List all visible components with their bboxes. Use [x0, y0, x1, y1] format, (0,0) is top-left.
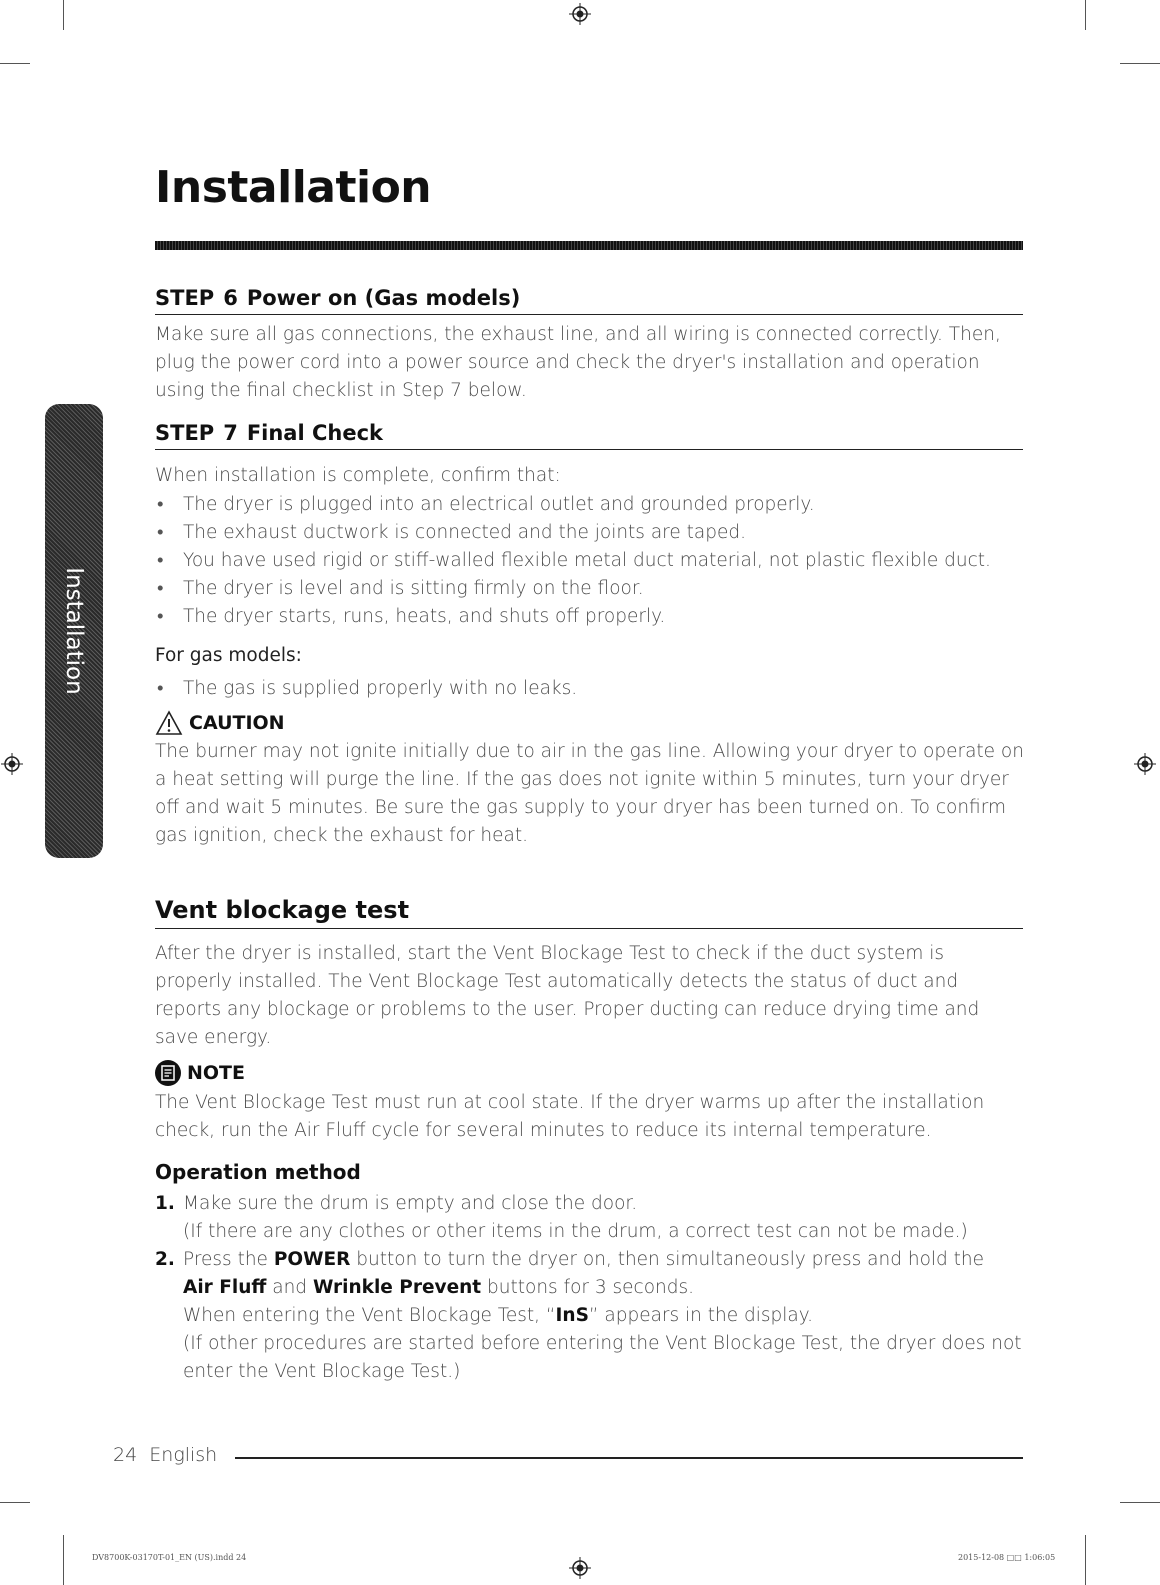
ins-keyword: InS [555, 1305, 589, 1326]
note-label: NOTE [187, 1062, 245, 1084]
step7-checklist [155, 491, 1025, 631]
operation-steps [155, 1190, 1025, 1386]
step7-heading [155, 421, 1023, 450]
gas-models-heading: For gas models: [155, 645, 302, 666]
page-number: 24 [113, 1444, 138, 1466]
step-label: STEP [155, 286, 215, 310]
crop-mark [1085, 0, 1086, 30]
crop-mark [63, 1535, 64, 1585]
step-number: 7 [223, 421, 238, 445]
note-callout [155, 1060, 245, 1086]
step6-heading [155, 286, 1023, 315]
step-text: Make sure the drum is empty and close the door. [183, 1193, 638, 1214]
wrinkle-prevent-keyword: Wrinkle Prevent [312, 1277, 482, 1298]
side-tab [45, 404, 103, 858]
step-number: 6 [223, 286, 238, 310]
caution-callout [155, 710, 285, 736]
operation-method-heading: Operation method [155, 1160, 361, 1184]
vent-heading: Vent blockage test [155, 896, 1023, 929]
note-body: The Vent Blockage Test must run at cool state. If the dryer warms up after the installation check, run the Air Fluff cycle for several minutes to reduce its internal temperature. [155, 1092, 985, 1141]
crop-mark [0, 1502, 30, 1503]
footer-rule [235, 1457, 1023, 1459]
step-text: Air Fluff and Wrinkle Prevent buttons for 3 seconds. [183, 1277, 695, 1298]
page-title: Installation [155, 162, 432, 213]
registration-mark-icon [1134, 753, 1156, 775]
footer-language: English [149, 1444, 218, 1466]
list-item: • The dryer is level and is sitting firmly on the floor. [155, 575, 1025, 603]
print-slug-right: 2015-12-08 □□ 1:06:05 [958, 1553, 1056, 1562]
list-item: • The exhaust ductwork is connected and the joints are taped. [155, 519, 1025, 547]
crop-mark [1120, 63, 1160, 64]
step-text: (If other procedures are started before entering the Vent Blockage Test, the dryer does not enter the Vent Blockage Test.) [183, 1333, 1022, 1382]
side-tab-label: Installation [61, 567, 87, 695]
air-fluff-keyword: Air Fluff [183, 1277, 267, 1298]
note-icon [155, 1060, 181, 1086]
list-item: • The gas is supplied properly with no leaks. [155, 675, 1025, 703]
crop-mark [1120, 1502, 1160, 1503]
step-text: When entering the Vent Blockage Test, “InS” appears in the display. [183, 1305, 813, 1326]
list-item: • You have used rigid or stiff-walled flexible metal duct material, not plastic flexible duct. [155, 547, 1025, 575]
step-text: Press the POWER button to turn the dryer on, then simultaneously press and hold the [183, 1249, 985, 1270]
power-keyword: POWER [273, 1249, 351, 1270]
crop-mark [0, 63, 30, 64]
crop-mark [63, 0, 64, 30]
page-footer [113, 1444, 217, 1466]
step-label: STEP [155, 421, 215, 445]
gas-checklist [155, 675, 1025, 703]
caution-label: CAUTION [189, 712, 285, 734]
step-text: (If there are any clothes or other items in the drum, a correct test can not be made.) [183, 1221, 968, 1242]
warning-triangle-icon [155, 710, 183, 736]
title-rule [155, 241, 1023, 250]
registration-mark-icon [569, 3, 591, 25]
vent-body: After the dryer is installed, start the Vent Blockage Test to check if the duct system is properly installed. The Vent Blockage Test automatically detects the status of duct and reports any blockage or problems to the user. Proper ducting can reduce drying time and save energy. [155, 943, 980, 1048]
step-title: Power on (Gas models) [246, 286, 521, 310]
list-item: • The dryer is plugged into an electrical outlet and grounded properly. [155, 491, 1025, 519]
step7-intro: When installation is complete, confirm that: [155, 465, 561, 486]
caution-body: The burner may not ignite initially due to air in the gas line. Allowing your dryer to operate on a heat setting will purge the line. If the gas does not ignite within 5 minutes, turn your dryer off and wait 5 minutes. Be sure the gas supply to your dryer has been turned on. To confirm gas ignition, check the exhaust for heat. [155, 741, 1024, 846]
step-number: 1. [155, 1193, 175, 1214]
registration-mark-icon [569, 1557, 591, 1579]
step6-body: Make sure all gas connections, the exhaust line, and all wiring is connected correctly. Then, plug the power cord into a power source and check the dryer's installation and operation using the final checklist in Step 7 below. [155, 324, 1001, 401]
step-number: 2. [155, 1249, 175, 1270]
list-item [155, 1246, 1025, 1386]
crop-mark [1085, 1535, 1086, 1585]
step-title: Final Check [246, 421, 384, 445]
registration-mark-icon [1, 753, 23, 775]
list-item: • The dryer starts, runs, heats, and shuts off properly. [155, 603, 1025, 631]
print-slug-left: DV8700K-03170T-01_EN (US).indd 24 [92, 1553, 247, 1562]
list-item [155, 1190, 1025, 1246]
